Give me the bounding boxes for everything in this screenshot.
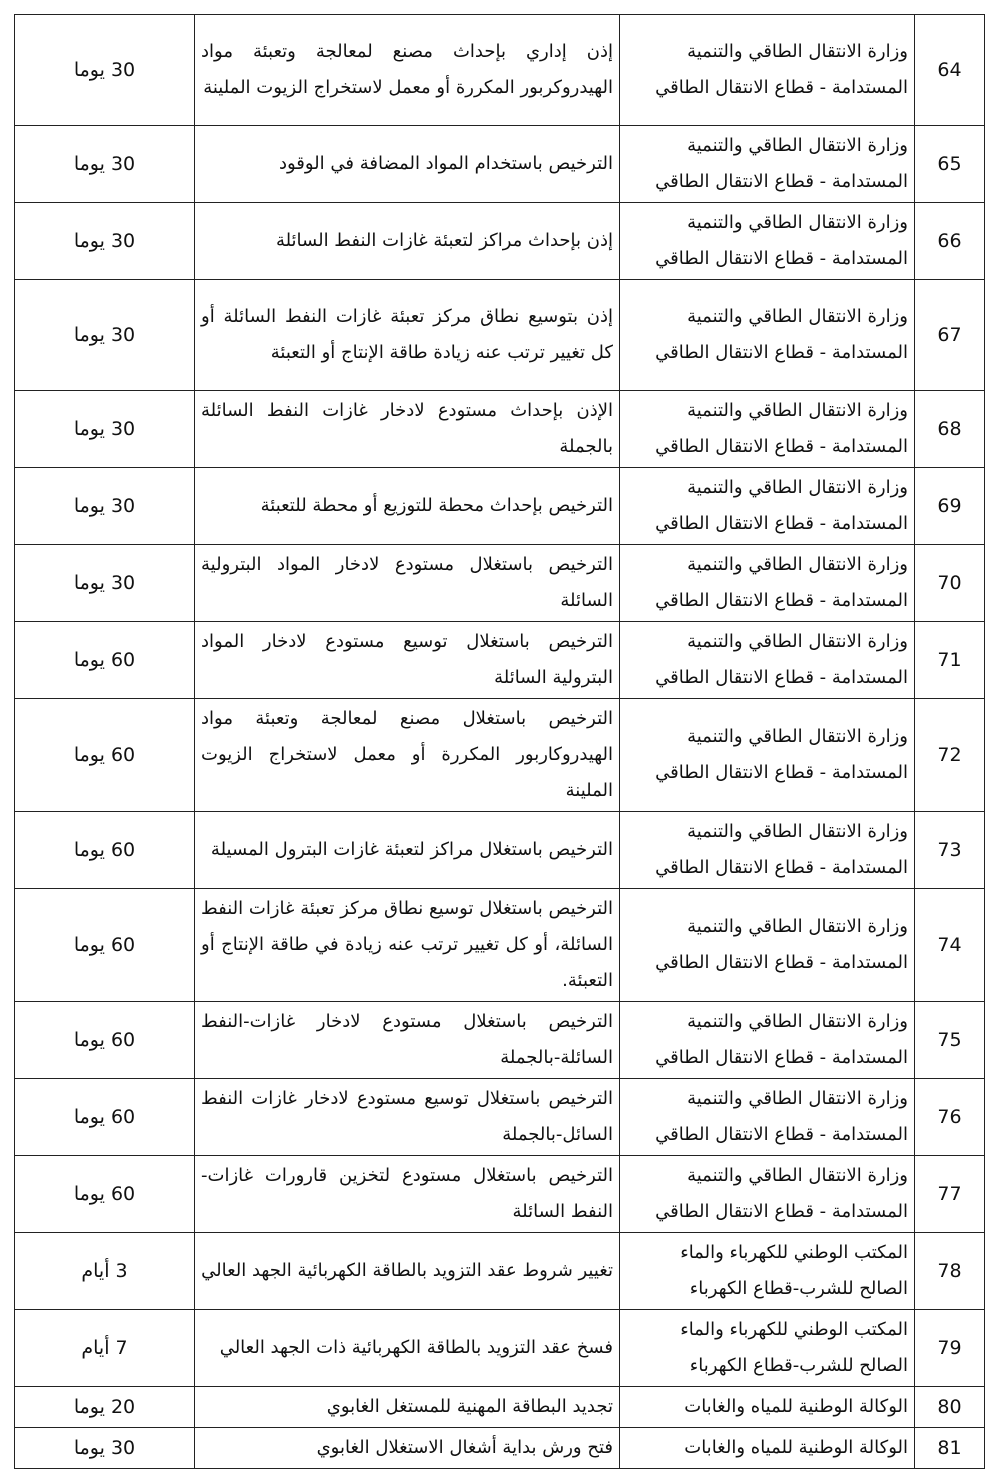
row-number: 64	[915, 15, 985, 126]
table-row	[15, 1233, 985, 1310]
table-row	[15, 1002, 985, 1079]
delay-cell: 30 يوما	[15, 15, 195, 126]
delay-cell: 20 يوما	[15, 1387, 195, 1428]
row-number: 68	[915, 391, 985, 468]
agency-cell: وزارة الانتقال الطاقي والتنمية المستدامة - قطاع الانتقال الطاقي	[620, 126, 915, 203]
delay-cell: 60 يوما	[15, 812, 195, 889]
agency-cell: الوكالة الوطنية للمياه والغابات	[620, 1428, 915, 1469]
row-number: 81	[915, 1428, 985, 1469]
table-row	[15, 126, 985, 203]
table-row	[15, 812, 985, 889]
delay-cell: 60 يوما	[15, 622, 195, 699]
procedures-table-body	[15, 15, 985, 1469]
table-row	[15, 622, 985, 699]
row-number: 65	[915, 126, 985, 203]
table-row	[15, 280, 985, 391]
table-row	[15, 468, 985, 545]
row-number: 66	[915, 203, 985, 280]
procedure-cell: الترخيص باستغلال مصنع لمعالجة وتعبئة مواد الهيدروكاربور المكررة أو معمل لاستخراج الزيوت الملينة	[195, 699, 620, 812]
procedure-cell: الترخيص باستغلال مستودع لتخزين قارورات غازات-النفط السائلة	[195, 1156, 620, 1233]
row-number: 78	[915, 1233, 985, 1310]
delay-cell: 3 أيام	[15, 1233, 195, 1310]
delay-cell: 60 يوما	[15, 1156, 195, 1233]
delay-cell: 30 يوما	[15, 468, 195, 545]
delay-cell: 30 يوما	[15, 391, 195, 468]
row-number: 75	[915, 1002, 985, 1079]
procedure-cell: تغيير شروط عقد التزويد بالطاقة الكهربائية الجهد العالي	[195, 1233, 620, 1310]
procedure-cell: فسخ عقد التزويد بالطاقة الكهربائية ذات الجهد العالي	[195, 1310, 620, 1387]
row-number: 77	[915, 1156, 985, 1233]
table-row	[15, 545, 985, 622]
row-number: 76	[915, 1079, 985, 1156]
procedure-cell: إذن بإحداث مراكز لتعبئة غازات النفط السائلة	[195, 203, 620, 280]
table-row	[15, 1428, 985, 1469]
procedure-cell: إذن إداري بإحداث مصنع لمعالجة وتعبئة مواد الهيدروكربور المكررة أو معمل لاستخراج الزيوت الملينة	[195, 15, 620, 126]
procedure-cell: الترخيص باستغلال توسيع مستودع لادخار غازات النفط السائل-بالجملة	[195, 1079, 620, 1156]
table-row	[15, 889, 985, 1002]
agency-cell: وزارة الانتقال الطاقي والتنمية المستدامة - قطاع الانتقال الطاقي	[620, 203, 915, 280]
table-row	[15, 203, 985, 280]
procedures-table	[14, 14, 985, 1469]
delay-cell: 60 يوما	[15, 1079, 195, 1156]
delay-cell: 60 يوما	[15, 889, 195, 1002]
agency-cell: المكتب الوطني للكهرباء والماء الصالح للشرب-قطاع الكهرباء	[620, 1233, 915, 1310]
row-number: 72	[915, 699, 985, 812]
procedure-cell: الترخيص باستغلال توسيع مستودع لادخار المواد البترولية السائلة	[195, 622, 620, 699]
delay-cell: 7 أيام	[15, 1310, 195, 1387]
procedure-cell: الترخيص باستغلال مراكز لتعبئة غازات البترول المسيلة	[195, 812, 620, 889]
agency-cell: وزارة الانتقال الطاقي والتنمية المستدامة - قطاع الانتقال الطاقي	[620, 545, 915, 622]
agency-cell: وزارة الانتقال الطاقي والتنمية المستدامة - قطاع الانتقال الطاقي	[620, 468, 915, 545]
agency-cell: وزارة الانتقال الطاقي والتنمية المستدامة - قطاع الانتقال الطاقي	[620, 699, 915, 812]
table-row	[15, 1310, 985, 1387]
table-row	[15, 1079, 985, 1156]
agency-cell: وزارة الانتقال الطاقي والتنمية المستدامة - قطاع الانتقال الطاقي	[620, 622, 915, 699]
table-row	[15, 15, 985, 126]
table-row	[15, 391, 985, 468]
agency-cell: وزارة الانتقال الطاقي والتنمية المستدامة - قطاع الانتقال الطاقي	[620, 889, 915, 1002]
row-number: 67	[915, 280, 985, 391]
delay-cell: 30 يوما	[15, 126, 195, 203]
agency-cell: وزارة الانتقال الطاقي والتنمية المستدامة - قطاع الانتقال الطاقي	[620, 1002, 915, 1079]
table-row	[15, 1156, 985, 1233]
row-number: 70	[915, 545, 985, 622]
table-row	[15, 699, 985, 812]
agency-cell: وزارة الانتقال الطاقي والتنمية المستدامة - قطاع الانتقال الطاقي	[620, 812, 915, 889]
agency-cell: وزارة الانتقال الطاقي والتنمية المستدامة - قطاع الانتقال الطاقي	[620, 391, 915, 468]
table-row	[15, 1387, 985, 1428]
delay-cell: 30 يوما	[15, 545, 195, 622]
procedure-cell: الترخيص باستغلال توسيع نطاق مركز تعبئة غازات النفط السائلة، أو كل تغيير ترتب عنه زيادة في طاقة الإنتاج أو التعبئة.	[195, 889, 620, 1002]
row-number: 79	[915, 1310, 985, 1387]
procedure-cell: الترخيص بإحداث محطة للتوزيع أو محطة للتعبئة	[195, 468, 620, 545]
procedure-cell: الإذن بإحداث مستودع لادخار غازات النفط السائلة بالجملة	[195, 391, 620, 468]
agency-cell: وزارة الانتقال الطاقي والتنمية المستدامة - قطاع الانتقال الطاقي	[620, 15, 915, 126]
procedure-cell: إذن بتوسيع نطاق مركز تعبئة غازات النفط السائلة أو كل تغيير ترتب عنه زيادة طاقة الإنتاج أو التعبئة	[195, 280, 620, 391]
row-number: 74	[915, 889, 985, 1002]
procedure-cell: فتح ورش بداية أشغال الاستغلال الغابوي	[195, 1428, 620, 1469]
agency-cell: المكتب الوطني للكهرباء والماء الصالح للشرب-قطاع الكهرباء	[620, 1310, 915, 1387]
delay-cell: 30 يوما	[15, 1428, 195, 1469]
agency-cell: الوكالة الوطنية للمياه والغابات	[620, 1387, 915, 1428]
procedure-cell: الترخيص باستغلال مستودع لادخار غازات-النفط السائلة-بالجملة	[195, 1002, 620, 1079]
row-number: 69	[915, 468, 985, 545]
delay-cell: 30 يوما	[15, 280, 195, 391]
procedure-cell: الترخيص باستغلال مستودع لادخار المواد البترولية السائلة	[195, 545, 620, 622]
agency-cell: وزارة الانتقال الطاقي والتنمية المستدامة - قطاع الانتقال الطاقي	[620, 280, 915, 391]
row-number: 80	[915, 1387, 985, 1428]
procedure-cell: الترخيص باستخدام المواد المضافة في الوقود	[195, 126, 620, 203]
delay-cell: 60 يوما	[15, 699, 195, 812]
row-number: 71	[915, 622, 985, 699]
delay-cell: 30 يوما	[15, 203, 195, 280]
delay-cell: 60 يوما	[15, 1002, 195, 1079]
agency-cell: وزارة الانتقال الطاقي والتنمية المستدامة - قطاع الانتقال الطاقي	[620, 1079, 915, 1156]
row-number: 73	[915, 812, 985, 889]
procedure-cell: تجديد البطاقة المهنية للمستغل الغابوي	[195, 1387, 620, 1428]
agency-cell: وزارة الانتقال الطاقي والتنمية المستدامة - قطاع الانتقال الطاقي	[620, 1156, 915, 1233]
